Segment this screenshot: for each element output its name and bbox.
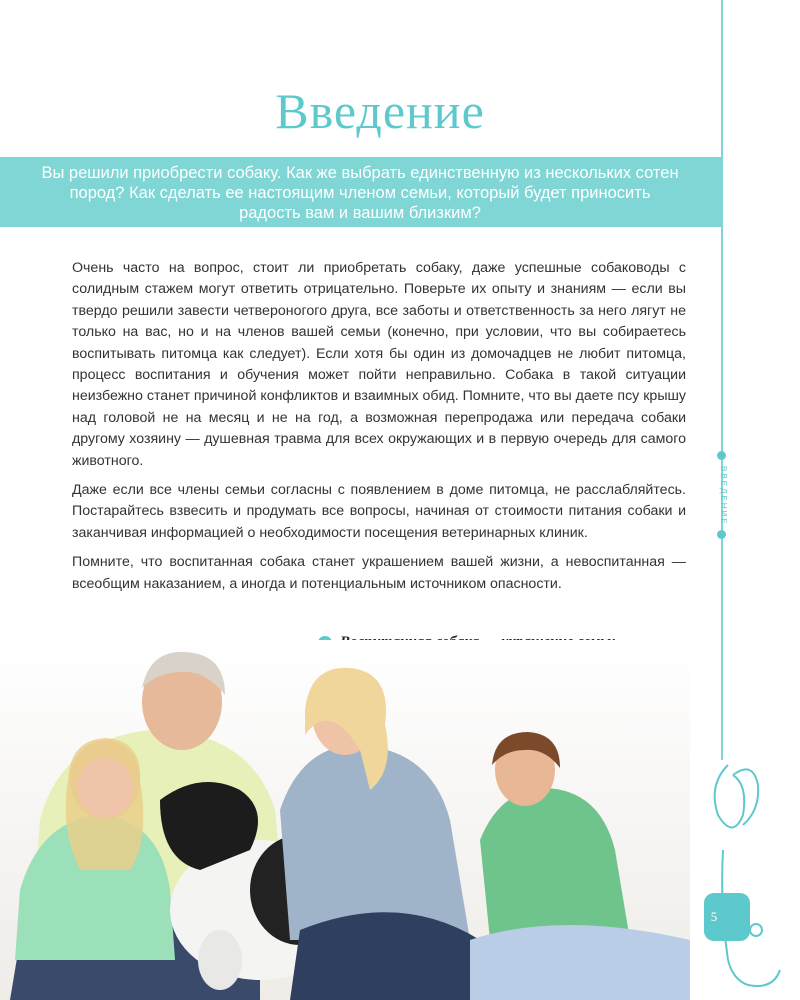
margin-dot-top xyxy=(717,451,726,460)
margin-dot-bottom xyxy=(717,530,726,539)
paragraph: Помните, что воспитанная собака станет украшением вашей жизни, а невоспитанная — всеобщим наказанием, а иногда и потенциальным источником опасности. xyxy=(72,554,686,592)
paragraph: Очень часто на вопрос, стоит ли приобретать собаку, даже успешные собаководы с солидным стажем могут ответить отрицательно. Поверьте их опыту и знаниям — если вы твердо решили завести четвероногого друга, все заботы и ответственность за него лягут не только на вас, но и на членов вашей семьи (конечно, при условии, что вы собираетесь воспитывать питомца как следует). Если хотя бы один из домочадцев не любит питомца, процесс воспитания и обучения может пойти неправильно. Собака в такой ситуации неизбежно станет причиной конфликтов и взаимных обид. Помните, что вы даете псу крышу над головой не на месяц и не на год, а возможная перепродажа или передача собаки другому хозяину — душевная травма для всех окружающих и в первую очередь для самого животного. xyxy=(72,260,686,469)
lead-text: Вы решили приобрести собаку. Как же выбрать единственную из нескольких сотен пород? Как сделать ее настоящим членом семьи, который будет приносить радость вам и вашим близким? xyxy=(41,164,679,222)
body-text xyxy=(72,258,686,603)
page-title: Введение xyxy=(275,83,485,139)
page-number: 5 xyxy=(710,909,718,924)
leash-decoration xyxy=(688,755,800,1000)
family-photo xyxy=(0,640,690,1000)
running-head: ВВЕДЕНИЕ xyxy=(719,466,728,526)
paragraph: Даже если все члены семьи согласны с появлением в доме питомца, не расслабляйтесь. Постарайтесь взвесить и продумать все вопросы, начиная от стоимости питания собаки и заканчивая информацией о необходимости посещения ветеринарных клиник. xyxy=(72,482,686,541)
